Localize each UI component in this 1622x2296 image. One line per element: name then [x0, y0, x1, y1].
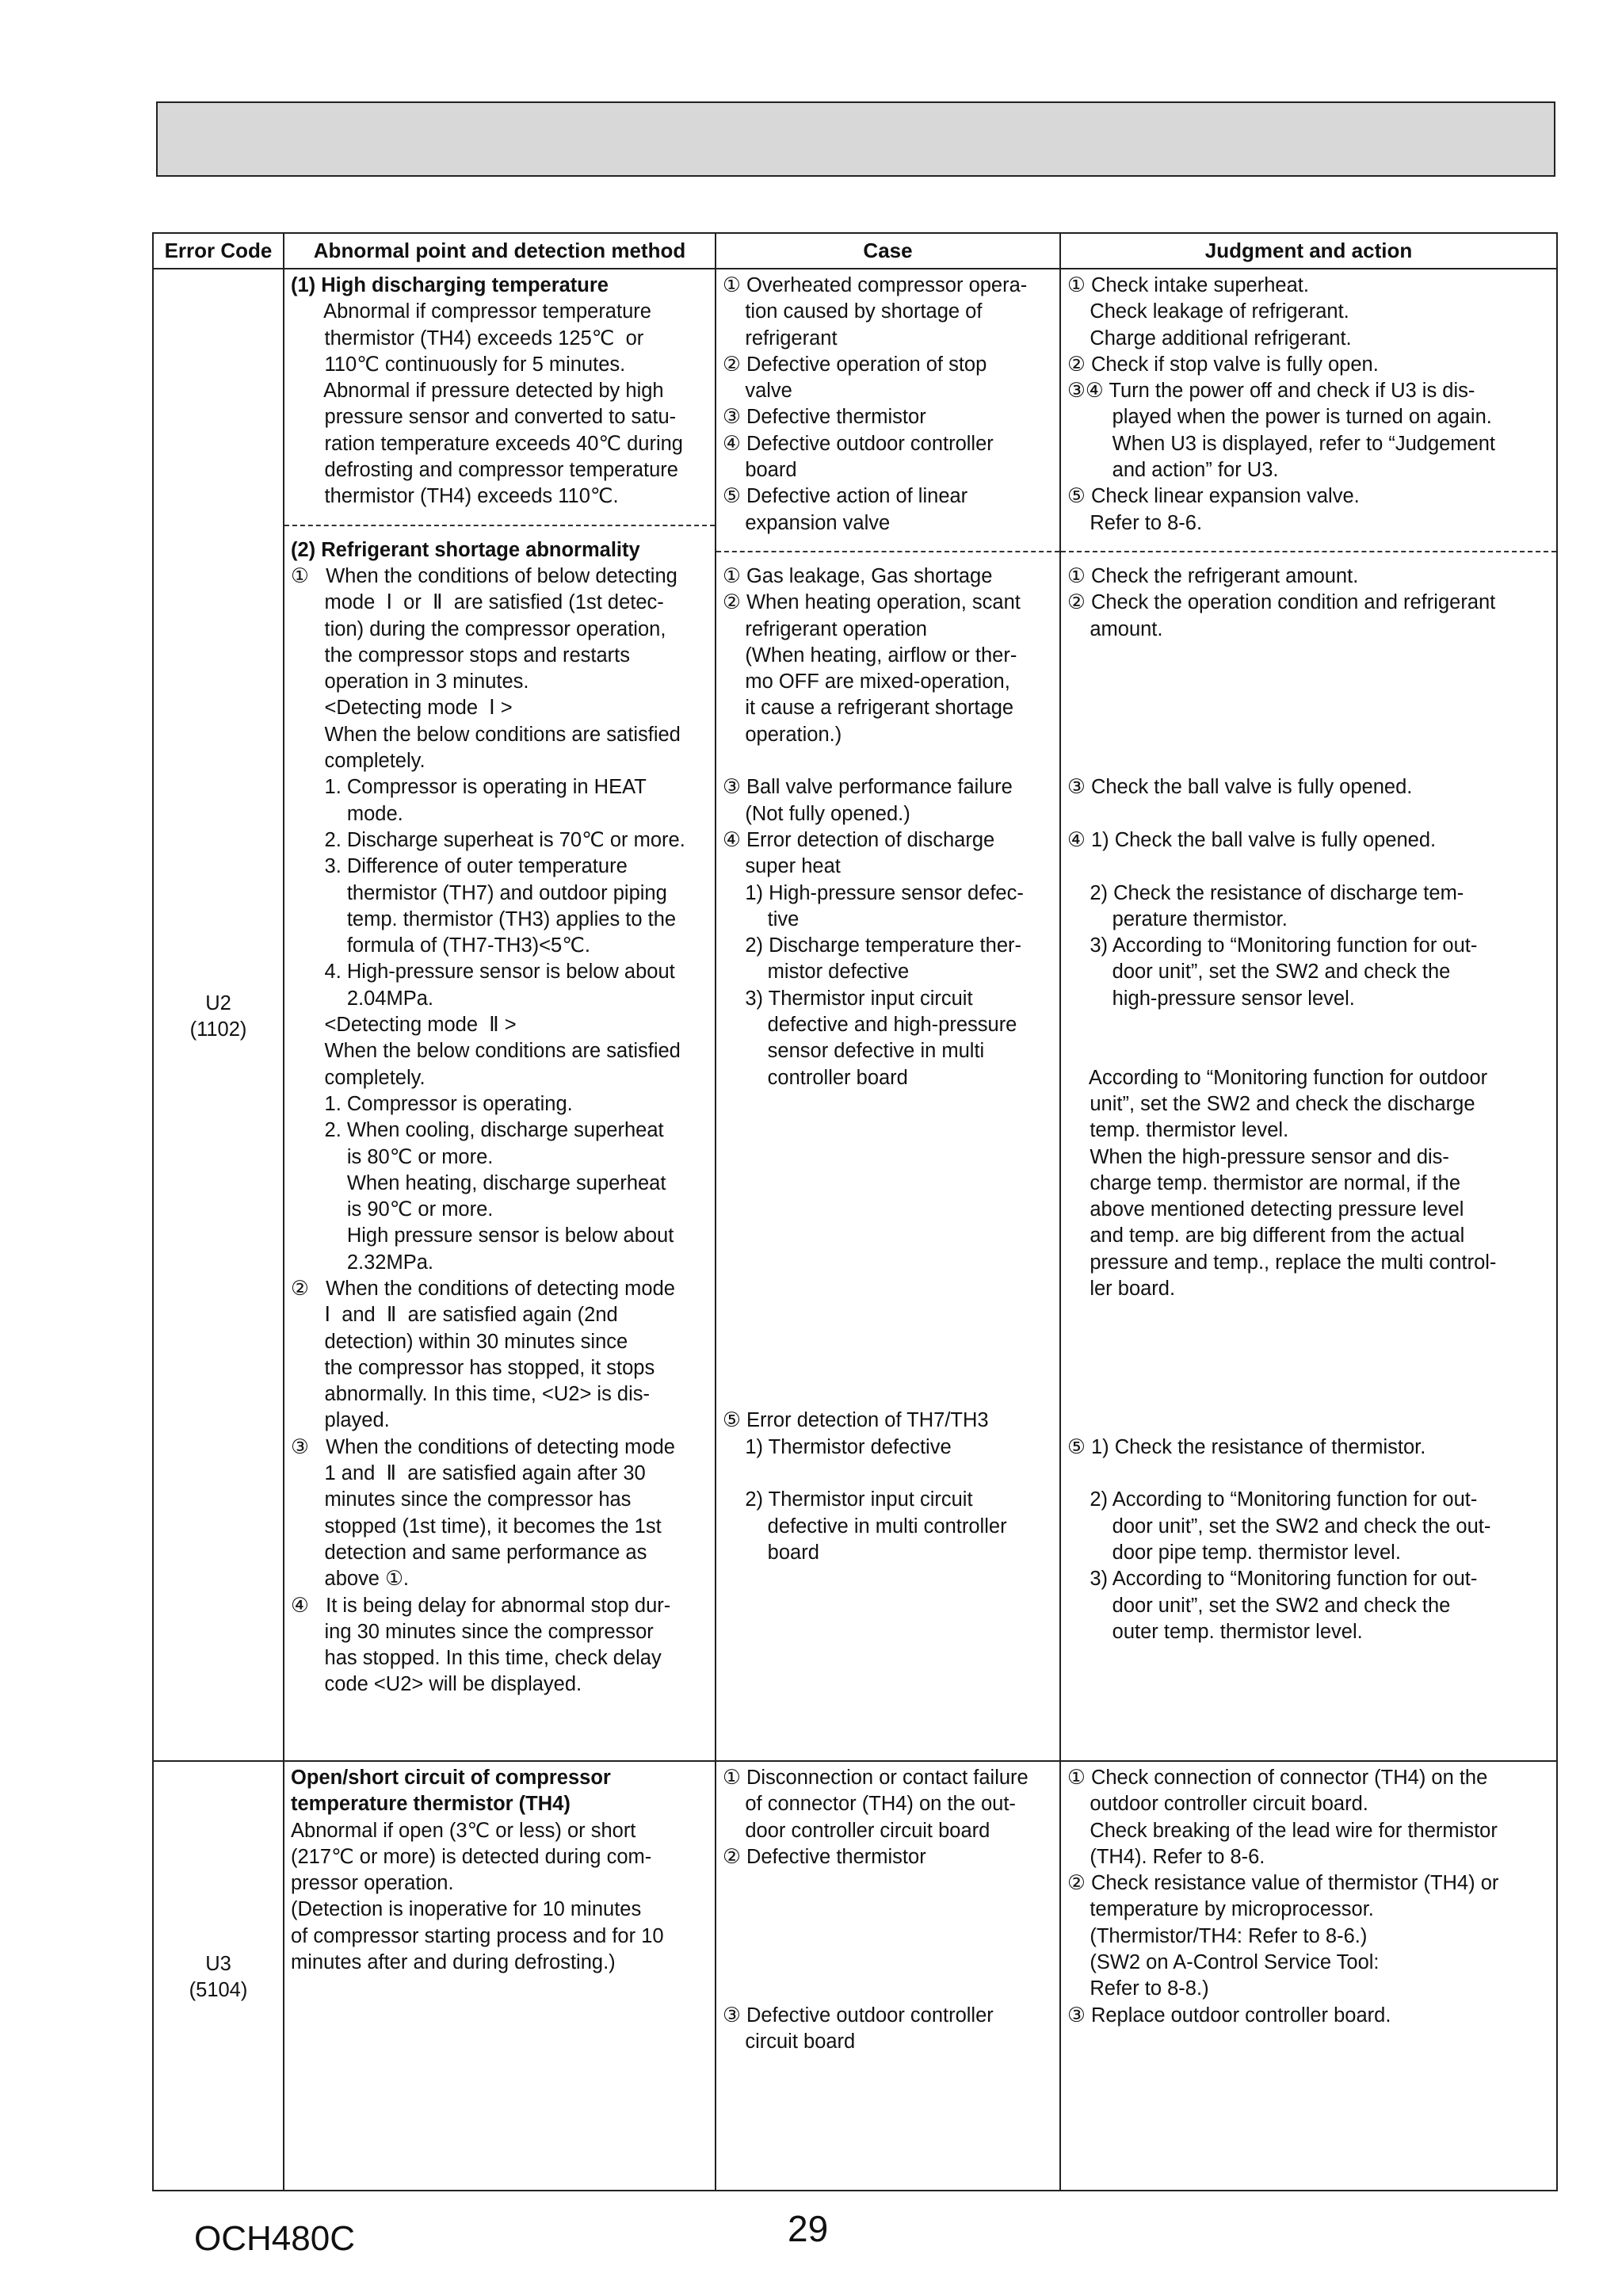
dashed-divider: [284, 525, 715, 526]
error-code-cell: [153, 269, 284, 1761]
case-block-1: ① Overheated compressor opera- tion caused by shortage of refrigerant ② Defective operation of stop valve ③ Defective thermistor ④ Defective outdoor controller board ⑤ Defective action of linear expansion valve: [723, 274, 1028, 534]
error-code-table: [152, 232, 1558, 2191]
table-row-u2: [153, 269, 1557, 1761]
header-abnormal-point: Abnormal point and detection method: [284, 233, 716, 269]
case-block-2: ① Gas leakage, Gas shortage ② When heating operation, scant refrigerant operation (When heating, airflow or ther- mo OFF are mixed-operation, it cause a refrigerant shortage operation.) ③ Ball valve performance failure (Not fully opened.) ④ Error detection of discharge super heat 1) High-pressure sensor defec- tive 2) Discharge temperature ther- mistor defective 3) Thermistor input circuit defective and high-pressure sensor defective in multi controller board ⑤ Error detection of TH7/TH3 1) Thermistor defective 2) Thermistor input circuit defective in multi controller board: [723, 564, 1024, 1564]
abnormal-cell: [284, 269, 716, 1761]
header-judgment: Judgment and action: [1060, 233, 1557, 269]
judgment-cell: [1060, 269, 1557, 1761]
judgment-block-2: ① Check the refrigerant amount. ② Check the operation condition and refrigerant amount. ③ Check the ball valve is fully opened. ④ 1) Check the ball valve is fully opened. 2) Check the resistance of discharge tem- perature thermistor. 3) According to “Monitoring function for out- door unit”, set the SW2 and check the high-pressure sensor level. According to “Monitoring function for outdoor unit”, set the SW2 and check the discharge temp. thermistor level. When the high-pressure sensor and dis- charge temp. thermistor are normal, if the above mentioned detecting pressure level and temp. are big different from the actual pressure and temp., replace the multi control- ler board. ⑤ 1) Check the resistance of thermistor. 2) According to “Monitoring function for out- door unit”, set the SW2 and check the out- door pipe temp. thermistor level. 3) According to “Monitoring function for out- door unit”, set the SW2 and check the outer temp. thermistor level.: [1067, 564, 1497, 1643]
table-header-row: [153, 233, 1557, 269]
case-cell: [716, 1761, 1060, 2191]
section-header-bar: [156, 101, 1555, 177]
section-title-open-short: Open/short circuit of compressor temperature thermistor (TH4): [291, 1767, 611, 1816]
dashed-divider: [716, 551, 1059, 552]
dashed-divider: [1061, 551, 1556, 552]
page-number: 29: [788, 2208, 829, 2249]
error-code: U3: [205, 1953, 231, 1975]
footer-model-number: OCH480C: [194, 2219, 355, 2258]
case-cell: [716, 269, 1060, 1761]
error-code: U2: [205, 991, 231, 1014]
judgment-block-1: ① Check connection of connector (TH4) on the outdoor controller circuit board. Check breaking of the lead wire for thermistor (TH4). Refer to 8-6. ② Check resistance value of thermistor (TH4) or temperature by microprocessor. (Thermistor/TH4: Refer to 8-6.) (SW2 on A-Control Service Tool: Refer to 8-8.) ③ Replace outdoor controller board.: [1067, 1767, 1499, 2027]
error-code-number: (1102): [189, 1018, 247, 1041]
error-code-number: (5104): [189, 1979, 248, 2001]
judgment-cell: [1060, 1761, 1557, 2191]
section-body-high-discharge: Abnormal if compressor temperature thermistor (TH4) exceeds 125℃ or 110℃ continuously for 5 minutes. Abnormal if pressure detected by high pressure sensor and converted to satu- ration temperature exceeds 40℃ during defrosting and compressor temperature thermistor (TH4) exceeds 110℃.: [323, 300, 683, 508]
judgment-block-1: ① Check intake superheat. Check leakage of refrigerant. Charge additional refrigerant. ② Check if stop valve is fully open. ③④ Turn the power off and check if U3 is dis- played when the power is turned on again. When U3 is displayed, refer to “Judgement and action” for U3. ⑤ Check linear expansion valve. Refer to 8-6.: [1067, 274, 1495, 534]
header-error-code: Error Code: [153, 233, 284, 269]
section-body-open-short: Abnormal if open (3℃ or less) or short (217℃ or more) is detected during com- pressor operation. (Detection is inoperative for 10 minutes of compressor starting process and for 10 minutes after and during defrosting.): [291, 1819, 664, 1974]
error-code-cell: [153, 1761, 284, 2191]
section-body-refrigerant-shortage: ① When the conditions of below detecting mode Ⅰ or Ⅱ are satisfied (1st detec- tion) during the compressor operation, the compressor stops and restarts operation in 3 minutes. <Detecting mode Ⅰ > When the below conditions are satisfied completely. 1. Compressor is operating in HEAT mode. 2. Discharge superheat is 70℃ or more. 3. Difference of outer temperature thermistor (TH7) and outdoor piping temp. thermistor (TH3) applies to the formula of (TH7-TH3)<5℃. 4. High-pressure sensor is below about 2.04MPa. <Detecting mode Ⅱ > When the below conditions are satisfied completely. 1. Compressor is operating. 2. When cooling, discharge superheat is 80℃ or more. When heating, discharge superheat is 90℃ or more. High pressure sensor is below about 2.32MPa. ② When the conditions of detecting mode Ⅰ and Ⅱ are satisfied again (2nd detection) within 30 minutes since the compressor has stopped, it stops abnormally. In this time, <U2> is dis- played. ③ When the conditions of detecting mode 1 and Ⅱ are satisfied again after 30 minutes since the compressor has stopped (1st time), it becomes the 1st detection and same performance as above ①. ④ It is being delay for abnormal stop dur- ing 30 minutes since the compressor has stopped. In this time, check delay code <U2> will be displayed.: [291, 564, 685, 1696]
section-title-refrigerant-shortage: (2) Refrigerant shortage abnormality: [291, 538, 640, 561]
table-row-u3: [153, 1761, 1557, 2191]
abnormal-cell: [284, 1761, 716, 2191]
case-block-1: ① Disconnection or contact failure of connector (TH4) on the out- door controller circuit board ② Defective thermistor ③ Defective outdoor controller circuit board: [723, 1767, 1029, 2053]
section-title-high-discharge: (1) High discharging temperature: [291, 274, 609, 296]
header-case: Case: [716, 233, 1060, 269]
